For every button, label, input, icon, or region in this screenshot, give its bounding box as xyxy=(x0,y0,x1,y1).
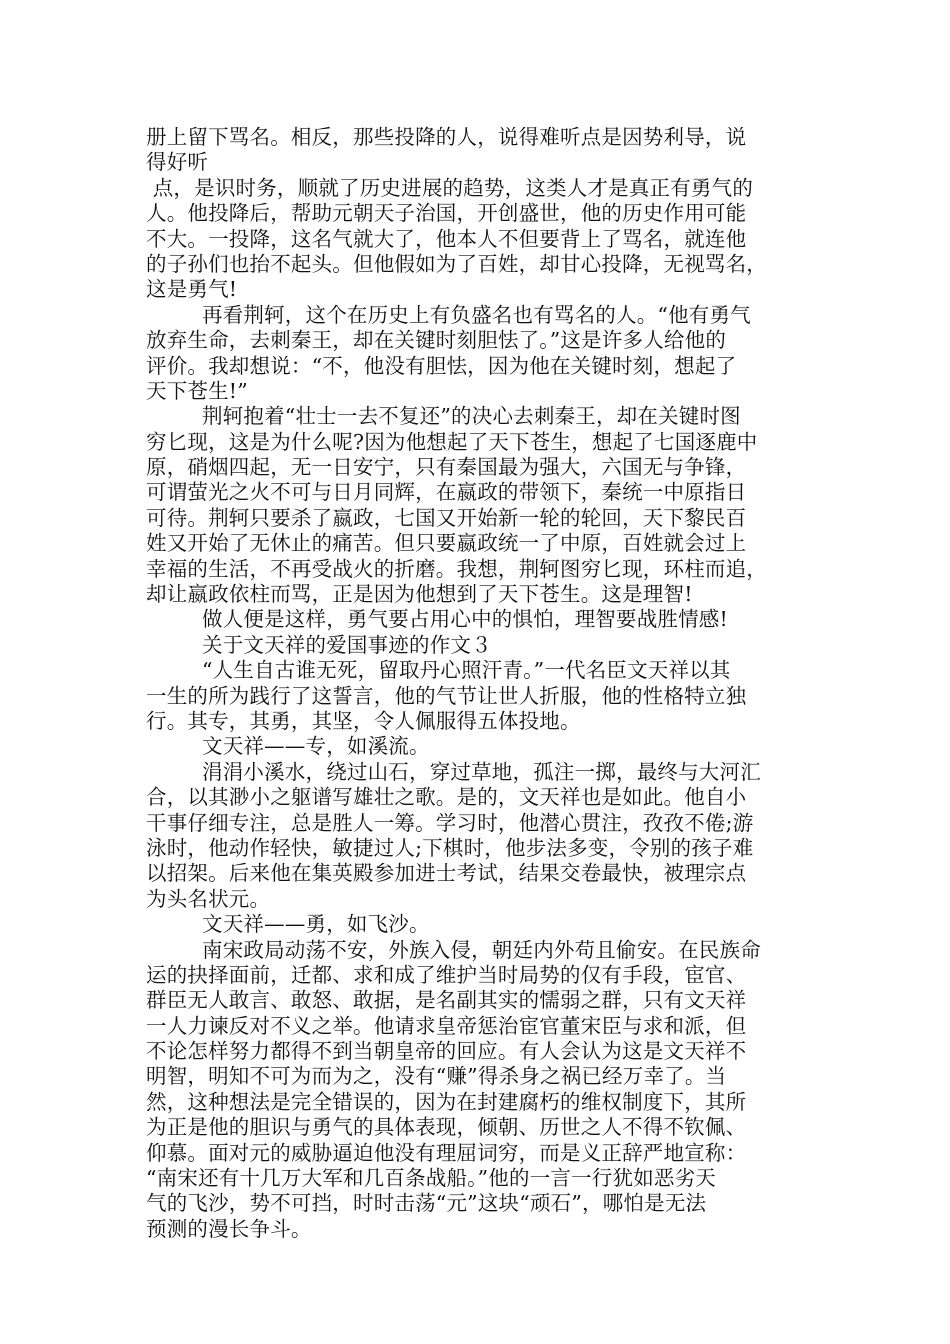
text-line: 不论怎样努力都得不到当朝皇帝的回应。有人会认为这是文天祥不 xyxy=(146,1039,747,1064)
text-line: 一生的所为践行了这誓言，他的气节让世人折服，他的性格特立独 xyxy=(146,683,747,708)
text-line: 干事仔细专注，总是胜人一筹。学习时，他潜心贯注，孜孜不倦;游 xyxy=(146,810,754,835)
text-line: 为正是他的胆识与勇气的具体表现，倾朝、历世之人不得不钦佩、 xyxy=(146,1115,747,1140)
text-line: 原，硝烟四起，无一日安宁，只有秦国最为强大，六国无与争锋， xyxy=(146,455,747,480)
text-line: 再看荆轲，这个在历史上有负盛名也有骂名的人。“他有勇气 xyxy=(202,302,751,327)
text-line: 天下苍生!” xyxy=(146,378,248,403)
text-line: 为头名状元。 xyxy=(146,886,271,911)
text-line: 群臣无人敢言、敢怒、敢据，是名副其实的懦弱之群，只有文天祥 xyxy=(146,988,747,1013)
text-line: 幸福的生活，不再受战火的折磨。我想，荆轲图穷匕现，环柱而追， xyxy=(146,556,767,581)
text-line: 评价。我却想说：“不，他没有胆怯，因为他在关键时刻，想起了 xyxy=(146,353,737,378)
text-line: 的子孙们也抬不起头。但他假如为了百姓，却甘心投降，无视骂名， xyxy=(146,251,767,276)
text-line: 得好听 xyxy=(146,150,209,175)
text-line: 姓又开始了无休止的痛苦。但只要嬴政统一了中原，百姓就会过上 xyxy=(146,531,747,556)
text-line: 以招架。后来他在集英殿参加进士考试，结果交卷最快，被理宗点 xyxy=(146,861,747,886)
text-line: 不大。一投降，这名气就大了，他本人不但要背上了骂名，就连他 xyxy=(146,226,747,251)
text-line: 明智，明知不可为而为之，没有“赚”得杀身之祸已经万幸了。当 xyxy=(146,1064,727,1089)
text-line: 然，这种想法是完全错误的，因为在封建腐朽的维权制度下，其所 xyxy=(146,1089,747,1114)
text-line: 关于文天祥的爱国事迹的作文３ xyxy=(202,632,492,657)
text-line: 气的飞沙，势不可挡，时时击荡“元”这块“顽石”，哪怕是无法 xyxy=(146,1191,707,1216)
text-line: 运的抉择面前，迁都、求和成了维护当时局势的仅有手段，宦官、 xyxy=(146,962,747,987)
text-line: 点，是识时务，顺就了历史进展的趋势，这类人才是真正有勇气的 xyxy=(146,175,754,200)
text-line: 涓涓小溪水，绕过山石，穿过草地，孤注一掷，最终与大河汇 xyxy=(202,759,761,784)
text-line: 却让嬴政依柱而骂，正是因为他想到了天下苍生。这是理智! xyxy=(146,582,693,607)
text-line: 可待。荆轲只要杀了嬴政，七国又开始新一轮的轮回，天下黎民百 xyxy=(146,505,747,530)
text-line: 文天祥——勇，如飞沙。 xyxy=(202,912,430,937)
text-line: 这是勇气! xyxy=(146,277,238,302)
text-line: 册上留下骂名。相反，那些投降的人，说得难听点是因势利导，说 xyxy=(146,125,747,149)
text-line: 穷匕现，这是为什么呢?因为他想起了天下苍生，想起了七国逐鹿中 xyxy=(146,429,758,454)
text-line: 人。他投降后，帮助元朝天子治国，开创盛世，他的历史作用可能 xyxy=(146,201,747,226)
text-line: 行。其专，其勇，其坚，令人佩服得五体投地。 xyxy=(146,708,581,733)
text-line: 荆轲抱着“壮士一去不复还”的决心去刺秦王，却在关键时图 xyxy=(202,404,741,429)
text-line: 放弃生命，去刺秦王，却在关键时刻胆怯了。”这是许多人给他的 xyxy=(146,328,727,353)
document-body xyxy=(146,125,814,1242)
text-line: 预测的漫长争斗。 xyxy=(146,1216,312,1241)
text-line: “南宋还有十几万大军和几百条战船。”他的一言一行犹如恶劣天 xyxy=(146,1166,717,1191)
text-line: 可谓萤光之火不可与日月同辉，在嬴政的带领下，秦统一中原指日 xyxy=(146,480,747,505)
text-line: 一人力谏反对不义之举。他请求皇帝惩治宦官董宋臣与求和派，但 xyxy=(146,1013,747,1038)
text-line: 做人便是这样，勇气要占用心中的惧怕，理智要战胜情感! xyxy=(202,607,728,632)
text-line: 仰慕。面对元的威胁逼迫他没有理屈词穷，而是义正辞严地宣称： xyxy=(146,1140,747,1165)
text-line: 南宋政局动荡不安，外族入侵，朝廷内外苟且偷安。在民族命 xyxy=(202,937,761,962)
text-line: 文天祥——专，如溪流。 xyxy=(202,734,430,759)
text-line: 泳时，他动作轻快，敏捷过人;下棋时，他步法多变，令别的孩子难 xyxy=(146,835,754,860)
text-line: 合，以其渺小之躯谱写雄壮之歌。是的，文天祥也是如此。他自小 xyxy=(146,785,747,810)
text-line: “人生自古谁无死，留取丹心照汗青。”一代名臣文天祥以其 xyxy=(202,658,731,683)
